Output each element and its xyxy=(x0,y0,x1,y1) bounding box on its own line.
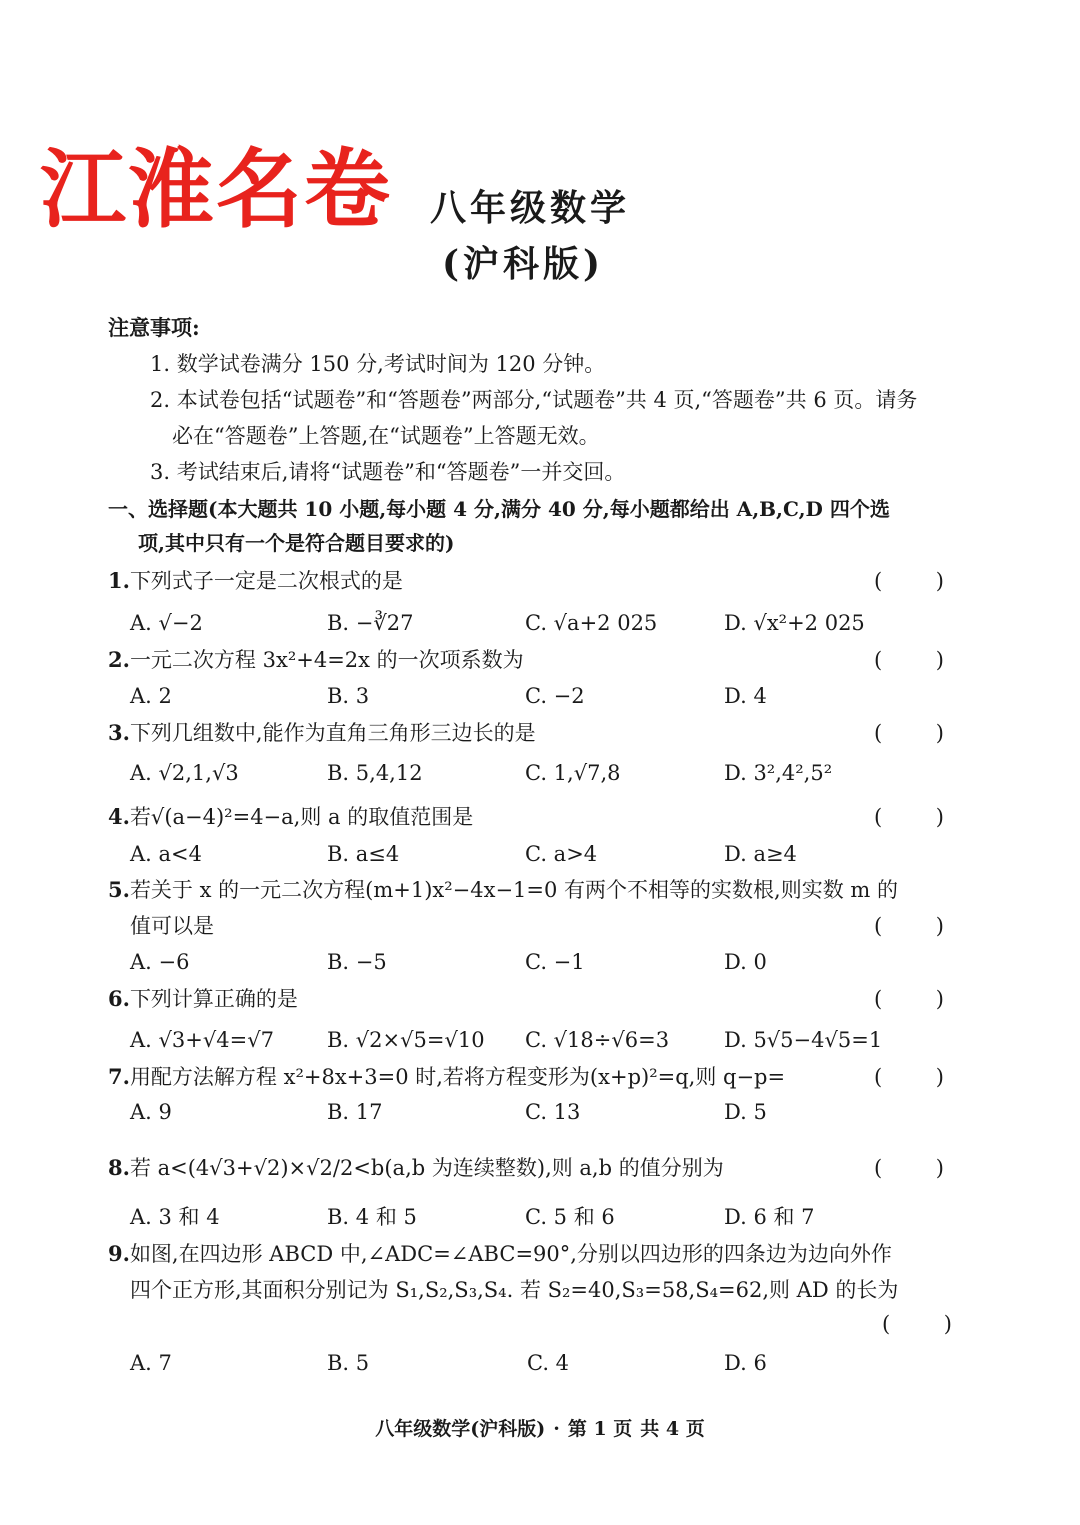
option-7d: D. 5 xyxy=(724,1100,767,1124)
option-4c: C. a>4 xyxy=(525,842,598,866)
option-4d: D. a≥4 xyxy=(724,842,797,866)
option-5c: C. −1 xyxy=(525,950,585,974)
question-text: 下列几组数中,能作为直角三角形三边长的是 xyxy=(129,721,536,745)
note-item-3: 3. 考试结束后,请将“试题卷”和“答题卷”一并交回。 xyxy=(150,460,626,484)
question-number: 4. xyxy=(108,804,130,829)
footer-dot: · xyxy=(553,1418,560,1440)
question-number: 3. xyxy=(108,720,130,745)
footer-title: 八年级数学(沪科版) xyxy=(375,1418,546,1440)
question-number: 9. xyxy=(108,1241,130,1266)
option-2c: C. −2 xyxy=(525,684,585,708)
section-heading: 一、选择题(本大题共 10 小题,每小题 4 分,满分 40 分,每小题都给出 A,B,C,D 四个选 xyxy=(108,497,890,521)
question-6 xyxy=(108,984,298,1014)
option-6b: B. √2×√5=√10 xyxy=(327,1028,485,1052)
option-4b: B. a≤4 xyxy=(327,842,400,866)
option-1b: B. −∛27 xyxy=(327,611,414,635)
option-2d: D. 4 xyxy=(724,684,767,708)
option-9d: D. 6 xyxy=(724,1351,767,1375)
option-5d: D. 0 xyxy=(724,950,767,974)
option-8b: B. 4 和 5 xyxy=(327,1205,417,1229)
question-2 xyxy=(108,645,524,675)
question-text: 若√(a−4)²=4−a,则 a 的取值范围是 xyxy=(129,805,474,829)
option-3c: C. 1,√7,8 xyxy=(525,761,621,785)
question-7 xyxy=(108,1062,785,1092)
note-item-2: 2. 本试卷包括“试题卷”和“答题卷”两部分,“试题卷”共 4 页,“答题卷”共 6 页。请务 xyxy=(150,388,918,412)
question-number: 7. xyxy=(108,1064,130,1089)
question-3 xyxy=(108,718,536,748)
section-heading-cont: 项,其中只有一个是符合题目要求的) xyxy=(138,531,455,555)
brand-logo-text: 江淮名卷 xyxy=(40,140,392,240)
option-2a: A. 2 xyxy=(130,684,172,708)
option-4a: A. a<4 xyxy=(130,842,202,866)
question-text: 一元二次方程 3x²+4=2x 的一次项系数为 xyxy=(129,648,524,672)
footer-page: 第 1 页 xyxy=(567,1418,633,1440)
option-1a: A. √−2 xyxy=(130,611,203,635)
option-7c: C. 13 xyxy=(525,1100,581,1124)
option-2b: B. 3 xyxy=(327,684,370,708)
option-3b: B. 5,4,12 xyxy=(327,761,423,785)
question-9 xyxy=(108,1239,892,1269)
question-number: 2. xyxy=(108,647,130,672)
question-8 xyxy=(108,1153,724,1183)
option-8a: A. 3 和 4 xyxy=(130,1205,220,1229)
option-1c: C. √a+2 025 xyxy=(525,611,658,635)
notes-heading: 注意事项: xyxy=(108,315,200,340)
question-4 xyxy=(108,802,473,832)
exam-edition: (沪科版) xyxy=(442,243,605,285)
option-1d: D. √x²+2 025 xyxy=(724,611,865,635)
question-text: 下列式子一定是二次根式的是 xyxy=(129,569,403,593)
question-text: 下列计算正确的是 xyxy=(129,987,298,1011)
option-5a: A. −6 xyxy=(130,950,190,974)
option-3d: D. 3²,4²,5² xyxy=(724,761,833,785)
option-6c: C. √18÷√6=3 xyxy=(525,1028,670,1052)
question-9-cont: 四个正方形,其面积分别记为 S₁,S₂,S₃,S₄. 若 S₂=40,S₃=58,S₄=62,则 AD 的长为 xyxy=(130,1278,899,1302)
page-footer xyxy=(0,1414,1080,1441)
question-number: 8. xyxy=(108,1155,130,1180)
option-6d: D. 5√5−4√5=1 xyxy=(724,1028,883,1052)
question-text: 若 a<(4√3+√2)×√2/2<b(a,b 为连续整数),则 a,b 的值分别为 xyxy=(129,1156,724,1180)
option-8c: C. 5 和 6 xyxy=(525,1205,615,1229)
option-9b: B. 5 xyxy=(327,1351,370,1375)
option-5b: B. −5 xyxy=(327,950,387,974)
question-text: 若关于 x 的一元二次方程(m+1)x²−4x−1=0 有两个不相等的实数根,则实数 m 的 xyxy=(129,878,898,902)
option-9a: A. 7 xyxy=(130,1351,172,1375)
option-6a: A. √3+√4=√7 xyxy=(130,1028,274,1052)
question-5-cont: 值可以是 xyxy=(130,914,214,938)
question-number: 6. xyxy=(108,986,130,1011)
question-text: 用配方法解方程 x²+8x+3=0 时,若将方程变形为(x+p)²=q,则 q−p= xyxy=(129,1065,786,1089)
option-8d: D. 6 和 7 xyxy=(724,1205,815,1229)
exam-title: 八年级数学 xyxy=(430,187,631,229)
note-item-1: 1. 数学试卷满分 150 分,考试时间为 120 分钟。 xyxy=(150,352,606,376)
question-number: 1. xyxy=(108,568,130,593)
option-7b: B. 17 xyxy=(327,1100,383,1124)
question-number: 5. xyxy=(108,877,130,902)
option-3a: A. √2,1,√3 xyxy=(130,761,239,785)
question-1 xyxy=(108,566,403,596)
question-5 xyxy=(108,875,898,905)
footer-total: 共 4 页 xyxy=(640,1418,705,1440)
question-text: 如图,在四边形 ABCD 中,∠ADC=∠ABC=90°,分别以四边形的四条边为边向外作 xyxy=(129,1242,892,1266)
option-9c: C. 4 xyxy=(527,1351,570,1375)
note-item-2-cont: 必在“答题卷”上答题,在“试题卷”上答题无效。 xyxy=(172,424,600,448)
option-7a: A. 9 xyxy=(130,1100,172,1124)
